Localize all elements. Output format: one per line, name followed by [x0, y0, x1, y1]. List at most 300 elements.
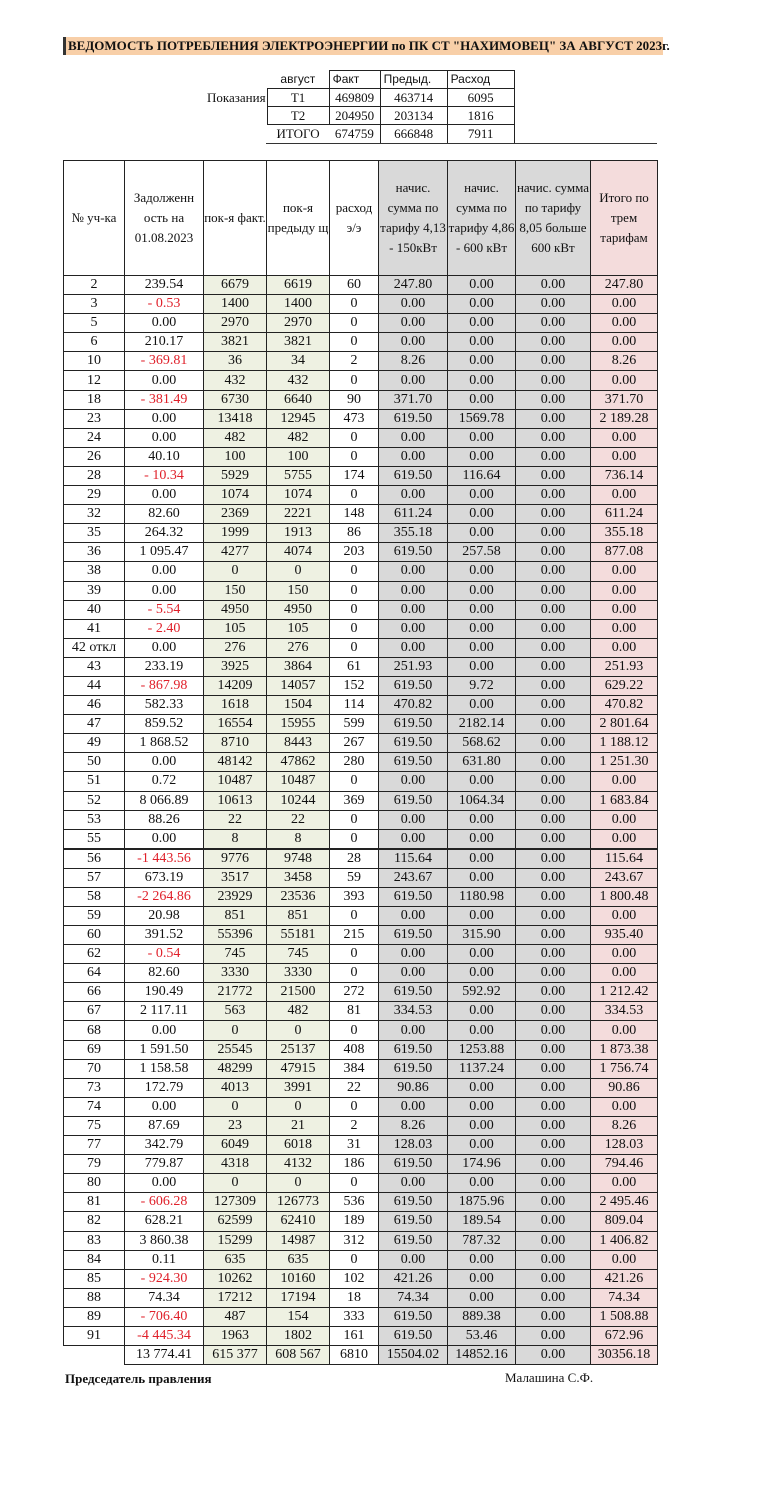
cell-plot: 62 [64, 945, 125, 964]
table-row [64, 333, 658, 352]
col-header-reading-fact: пок-я факт. [204, 161, 267, 276]
cell-tariff3: 0.00 [516, 1212, 591, 1231]
cell-reading-fact: 3330 [204, 964, 267, 983]
cell-total: 1 508.88 [591, 1307, 658, 1326]
cell-usage: 189 [330, 1212, 379, 1231]
cell-reading-fact: 10613 [204, 791, 267, 810]
cell-usage: 473 [330, 409, 379, 428]
cell-total: 0.00 [591, 906, 658, 925]
cell-debt: 87.69 [125, 1116, 204, 1135]
cell-usage: 186 [330, 1155, 379, 1174]
cell-debt: - 369.81 [125, 352, 204, 371]
cell-plot: 36 [64, 543, 125, 562]
table-header-row [64, 161, 658, 276]
cell-plot: 38 [64, 562, 125, 581]
cell-usage: 0 [330, 772, 379, 791]
cell-total: 115.64 [591, 849, 658, 869]
cell-tariff1: 0.00 [379, 371, 448, 390]
summary-usage: 6095 [447, 89, 514, 107]
cell-usage: 408 [330, 1040, 379, 1059]
table-row [64, 352, 658, 371]
cell-debt: 628.21 [125, 1212, 204, 1231]
cell-reading-fact: 6049 [204, 1136, 267, 1155]
cell-reading-fact: 4013 [204, 1078, 267, 1097]
cell-debt: 233.19 [125, 657, 204, 676]
cell-debt: 172.79 [125, 1078, 204, 1097]
cell-usage: 59 [330, 868, 379, 887]
cell-tariff2: 0.00 [448, 371, 516, 390]
table-row [64, 964, 658, 983]
table-row [64, 715, 658, 734]
cell-tariff2: 0.00 [448, 1097, 516, 1116]
table-row [64, 1078, 658, 1097]
cell-reading-fact: 2369 [204, 505, 267, 524]
cell-reading-fact: 5929 [204, 466, 267, 485]
table-row [64, 1326, 658, 1345]
cell-tariff2: 1137.24 [448, 1059, 516, 1078]
cell-total: 611.24 [591, 505, 658, 524]
cell-reading-fact: 6679 [204, 276, 267, 295]
cell-plot: 26 [64, 447, 125, 466]
cell-tariff3: 0.00 [516, 1116, 591, 1135]
cell-debt: 0.00 [125, 562, 204, 581]
cell-plot: 77 [64, 1136, 125, 1155]
cell-tariff2: 0.00 [448, 333, 516, 352]
cell-reading-prev: 1400 [267, 295, 330, 314]
cell-reading-fact: 2970 [204, 314, 267, 333]
cell-tariff2: 787.32 [448, 1231, 516, 1250]
cell-total: 1 212.42 [591, 983, 658, 1002]
cell-plot: 3 [64, 295, 125, 314]
table-row [64, 1250, 658, 1269]
cell-usage: 312 [330, 1231, 379, 1250]
cell-reading-fact: 127309 [204, 1193, 267, 1212]
cell-usage: 0 [330, 906, 379, 925]
table-row [64, 791, 658, 810]
cell-usage: 0 [330, 829, 379, 849]
cell-total: 470.82 [591, 696, 658, 715]
cell-tariff1: 0.00 [379, 1250, 448, 1269]
cell-tariff3: 0.00 [516, 1059, 591, 1078]
cell-usage: 536 [330, 1193, 379, 1212]
cell-total: 1 683.84 [591, 791, 658, 810]
cell-usage: 0 [330, 1250, 379, 1269]
cell-reading-prev: 0 [267, 1174, 330, 1193]
cell-tariff1: 247.80 [379, 276, 448, 295]
cell-tariff3: 0.00 [516, 829, 591, 849]
cell-plot: 6 [64, 333, 125, 352]
cell-tariff3: 0.00 [516, 1097, 591, 1116]
cell-reading-prev: 14987 [267, 1231, 330, 1250]
cell-tariff3: 0.00 [516, 505, 591, 524]
cell-tariff2: 0.00 [448, 276, 516, 295]
table-row [64, 1193, 658, 1212]
cell-total: 0.00 [591, 945, 658, 964]
col-header-plot: № уч-ка [64, 161, 125, 276]
cell-total: 0.00 [591, 486, 658, 505]
cell-tariff1: 0.00 [379, 964, 448, 983]
table-row [64, 868, 658, 887]
cell-tariff3: 0.00 [516, 562, 591, 581]
cell-reading-prev: 154 [267, 1307, 330, 1326]
cell-reading-fact: 22 [204, 810, 267, 829]
table-row [64, 314, 658, 333]
cell-tariff1: 90.86 [379, 1078, 448, 1097]
cell-tariff3: 0.00 [516, 1326, 591, 1345]
cell-debt: 88.26 [125, 810, 204, 829]
summary-divider [266, 143, 657, 144]
cell-usage: 148 [330, 505, 379, 524]
cell-tariff1: 74.34 [379, 1288, 448, 1307]
table-row [64, 619, 658, 638]
cell-usage: 0 [330, 295, 379, 314]
cell-debt: 210.17 [125, 333, 204, 352]
cell-debt: 82.60 [125, 505, 204, 524]
cell-debt: 1 158.58 [125, 1059, 204, 1078]
cell-plot: 67 [64, 1002, 125, 1021]
cell-tariff3: 0.00 [516, 1307, 591, 1326]
total-cell-tariff3: 0.00 [516, 1346, 591, 1365]
cell-tariff2: 0.00 [448, 1078, 516, 1097]
cell-total: 0.00 [591, 581, 658, 600]
cell-reading-prev: 2970 [267, 314, 330, 333]
cell-tariff1: 619.50 [379, 1193, 448, 1212]
cell-reading-prev: 22 [267, 810, 330, 829]
cell-debt: - 2.40 [125, 619, 204, 638]
cell-reading-prev: 4950 [267, 600, 330, 619]
cell-tariff2: 0.00 [448, 1136, 516, 1155]
cell-debt: 74.34 [125, 1288, 204, 1307]
cell-tariff2: 568.62 [448, 734, 516, 753]
cell-reading-fact: 1618 [204, 696, 267, 715]
table-row [64, 600, 658, 619]
cell-usage: 0 [330, 581, 379, 600]
cell-tariff2: 0.00 [448, 1002, 516, 1021]
cell-total: 672.96 [591, 1326, 658, 1345]
cell-reading-prev: 6018 [267, 1136, 330, 1155]
cell-plot: 75 [64, 1116, 125, 1135]
cell-reading-prev: 21 [267, 1116, 330, 1135]
cell-plot: 35 [64, 524, 125, 543]
cell-reading-prev: 23536 [267, 887, 330, 906]
total-cell-tariff1: 15504.02 [379, 1346, 448, 1365]
cell-usage: 81 [330, 1002, 379, 1021]
col-header-tariff1: начис. сумма по тарифу 4,13 - 150кВт [379, 161, 448, 276]
cell-plot: 47 [64, 715, 125, 734]
cell-tariff1: 128.03 [379, 1136, 448, 1155]
cell-usage: 0 [330, 486, 379, 505]
cell-tariff1: 115.64 [379, 849, 448, 869]
cell-tariff1: 251.93 [379, 657, 448, 676]
cell-usage: 152 [330, 676, 379, 695]
cell-total: 1 800.48 [591, 887, 658, 906]
cell-reading-fact: 1999 [204, 524, 267, 543]
cell-debt: - 0.53 [125, 295, 204, 314]
cell-tariff3: 0.00 [516, 1231, 591, 1250]
cell-tariff2: 0.00 [448, 447, 516, 466]
cell-total: 877.08 [591, 543, 658, 562]
cell-debt: 8 066.89 [125, 791, 204, 810]
cell-reading-fact: 13418 [204, 409, 267, 428]
cell-debt: 190.49 [125, 983, 204, 1002]
cell-plot: 28 [64, 466, 125, 485]
cell-reading-prev: 3330 [267, 964, 330, 983]
table-row [64, 1059, 658, 1078]
cell-usage: 0 [330, 314, 379, 333]
table-row [64, 1002, 658, 1021]
table-row [64, 906, 658, 925]
cell-usage: 90 [330, 390, 379, 409]
cell-total: 334.53 [591, 1002, 658, 1021]
cell-usage: 272 [330, 983, 379, 1002]
cell-usage: 0 [330, 638, 379, 657]
table-row [64, 945, 658, 964]
cell-debt: -4 445.34 [125, 1326, 204, 1345]
table-row [64, 1212, 658, 1231]
cell-reading-fact: 21772 [204, 983, 267, 1002]
cell-debt: - 706.40 [125, 1307, 204, 1326]
cell-tariff2: 315.90 [448, 926, 516, 945]
table-row [64, 409, 658, 428]
cell-tariff1: 0.00 [379, 638, 448, 657]
cell-tariff2: 1875.96 [448, 1193, 516, 1212]
cell-tariff3: 0.00 [516, 352, 591, 371]
cell-tariff3: 0.00 [516, 390, 591, 409]
cell-tariff2: 0.00 [448, 1174, 516, 1193]
cell-tariff2: 0.00 [448, 945, 516, 964]
cell-reading-prev: 3864 [267, 657, 330, 676]
cell-tariff2: 0.00 [448, 1116, 516, 1135]
cell-total: 736.14 [591, 466, 658, 485]
cell-usage: 0 [330, 447, 379, 466]
cell-reading-prev: 47915 [267, 1059, 330, 1078]
cell-total: 128.03 [591, 1136, 658, 1155]
cell-total: 1 873.38 [591, 1040, 658, 1059]
summary-usage: 1816 [447, 107, 514, 125]
cell-tariff3: 0.00 [516, 1021, 591, 1040]
summary-row [204, 89, 514, 107]
table-row [64, 562, 658, 581]
cell-usage: 0 [330, 371, 379, 390]
cell-plot: 84 [64, 1250, 125, 1269]
summary-prev: 666848 [380, 125, 447, 143]
cell-tariff2: 0.00 [448, 638, 516, 657]
cell-reading-fact: 62599 [204, 1212, 267, 1231]
cell-total: 74.34 [591, 1288, 658, 1307]
cell-total: 247.80 [591, 276, 658, 295]
cell-usage: 31 [330, 1136, 379, 1155]
cell-tariff3: 0.00 [516, 543, 591, 562]
cell-reading-prev: 10160 [267, 1269, 330, 1288]
cell-reading-prev: 432 [267, 371, 330, 390]
cell-reading-prev: 5755 [267, 466, 330, 485]
summary-header-usage: Расход [447, 71, 514, 89]
cell-debt: 0.11 [125, 1250, 204, 1269]
cell-plot: 44 [64, 676, 125, 695]
cell-usage: 60 [330, 276, 379, 295]
cell-total: 809.04 [591, 1212, 658, 1231]
cell-debt: 582.33 [125, 696, 204, 715]
cell-tariff3: 0.00 [516, 791, 591, 810]
table-row [64, 1040, 658, 1059]
col-header-tariff3: начис. сумма по тарифу 8,05 больше 600 кВт [516, 161, 591, 276]
cell-reading-prev: 3991 [267, 1078, 330, 1097]
cell-total: 935.40 [591, 926, 658, 945]
cell-total: 0.00 [591, 772, 658, 791]
cell-usage: 61 [330, 657, 379, 676]
cell-reading-fact: 1074 [204, 486, 267, 505]
cell-plot: 18 [64, 390, 125, 409]
cell-debt: 673.19 [125, 868, 204, 887]
cell-reading-fact: 8710 [204, 734, 267, 753]
cell-tariff2: 174.96 [448, 1155, 516, 1174]
cell-total: 251.93 [591, 657, 658, 676]
cell-reading-prev: 1504 [267, 696, 330, 715]
cell-tariff1: 355.18 [379, 524, 448, 543]
cell-reading-prev: 105 [267, 619, 330, 638]
summary-tariff-label: Т2 [267, 107, 329, 125]
cell-reading-fact: 8 [204, 829, 267, 849]
cell-usage: 114 [330, 696, 379, 715]
cell-total: 1 251.30 [591, 753, 658, 772]
table-row [64, 1155, 658, 1174]
cell-tariff1: 619.50 [379, 676, 448, 695]
table-row [64, 505, 658, 524]
cell-tariff1: 8.26 [379, 1116, 448, 1135]
cell-plot: 32 [64, 505, 125, 524]
cell-total: 0.00 [591, 1174, 658, 1193]
cell-reading-prev: 3458 [267, 868, 330, 887]
cell-total: 2 495.46 [591, 1193, 658, 1212]
cell-reading-fact: 0 [204, 1097, 267, 1116]
cell-reading-fact: 0 [204, 1174, 267, 1193]
cell-tariff3: 0.00 [516, 1078, 591, 1097]
cell-reading-fact: 0 [204, 562, 267, 581]
cell-tariff3: 0.00 [516, 447, 591, 466]
cell-reading-fact: 25545 [204, 1040, 267, 1059]
cell-plot: 73 [64, 1078, 125, 1097]
cell-tariff2: 0.00 [448, 352, 516, 371]
cell-tariff3: 0.00 [516, 371, 591, 390]
table-row [64, 849, 658, 869]
cell-tariff3: 0.00 [516, 964, 591, 983]
cell-plot: 89 [64, 1307, 125, 1326]
cell-tariff1: 0.00 [379, 581, 448, 600]
cell-tariff3: 0.00 [516, 466, 591, 485]
table-row [64, 1307, 658, 1326]
cell-reading-fact: 1400 [204, 295, 267, 314]
table-row [64, 524, 658, 543]
cell-debt: - 0.54 [125, 945, 204, 964]
cell-plot: 80 [64, 1174, 125, 1193]
cell-usage: 0 [330, 964, 379, 983]
summary-row [204, 107, 514, 125]
cell-usage: 161 [330, 1326, 379, 1345]
cell-tariff2: 0.00 [448, 772, 516, 791]
cell-usage: 215 [330, 926, 379, 945]
cell-tariff3: 0.00 [516, 906, 591, 925]
cell-total: 0.00 [591, 1021, 658, 1040]
col-header-tariff2: начис. сумма по тарифу 4,86 - 600 кВт [448, 161, 516, 276]
cell-debt: 0.00 [125, 428, 204, 447]
cell-total: 0.00 [591, 314, 658, 333]
cell-tariff2: 1569.78 [448, 409, 516, 428]
cell-debt: 779.87 [125, 1155, 204, 1174]
cell-debt: 40.10 [125, 447, 204, 466]
cell-usage: 599 [330, 715, 379, 734]
cell-debt: 82.60 [125, 964, 204, 983]
cell-reading-prev: 14057 [267, 676, 330, 695]
cell-reading-prev: 1074 [267, 486, 330, 505]
cell-reading-prev: 6619 [267, 276, 330, 295]
cell-tariff3: 0.00 [516, 1288, 591, 1307]
cell-tariff1: 619.50 [379, 983, 448, 1002]
cell-usage: 203 [330, 543, 379, 562]
cell-usage: 0 [330, 1021, 379, 1040]
table-row [64, 371, 658, 390]
cell-total: 1 188.12 [591, 734, 658, 753]
cell-debt: 342.79 [125, 1136, 204, 1155]
table-row [64, 486, 658, 505]
cell-reading-fact: 0 [204, 1021, 267, 1040]
cell-plot: 74 [64, 1097, 125, 1116]
cell-total: 0.00 [591, 829, 658, 849]
cell-total: 0.00 [591, 810, 658, 829]
cell-debt: 3 860.38 [125, 1231, 204, 1250]
cell-total: 0.00 [591, 619, 658, 638]
cell-tariff3: 0.00 [516, 810, 591, 829]
cell-reading-fact: 563 [204, 1002, 267, 1021]
cell-plot: 59 [64, 906, 125, 925]
cell-tariff3: 0.00 [516, 1155, 591, 1174]
cell-plot: 12 [64, 371, 125, 390]
cell-usage: 0 [330, 562, 379, 581]
cell-debt: - 5.54 [125, 600, 204, 619]
cell-plot: 39 [64, 581, 125, 600]
cell-tariff2: 1064.34 [448, 791, 516, 810]
cell-debt: 0.00 [125, 1021, 204, 1040]
cell-usage: 280 [330, 753, 379, 772]
cell-usage: 18 [330, 1288, 379, 1307]
cell-plot: 69 [64, 1040, 125, 1059]
cell-tariff3: 0.00 [516, 753, 591, 772]
cell-reading-fact: 9776 [204, 849, 267, 869]
cell-tariff2: 2182.14 [448, 715, 516, 734]
cell-tariff3: 0.00 [516, 1269, 591, 1288]
cell-tariff1: 619.50 [379, 1059, 448, 1078]
cell-tariff1: 334.53 [379, 1002, 448, 1021]
cell-usage: 0 [330, 1097, 379, 1116]
cell-debt: 391.52 [125, 926, 204, 945]
cell-reading-prev: 100 [267, 447, 330, 466]
cell-reading-fact: 100 [204, 447, 267, 466]
table-row [64, 657, 658, 676]
summary-header-row [204, 71, 514, 89]
cell-tariff3: 0.00 [516, 676, 591, 695]
table-row [64, 1231, 658, 1250]
cell-tariff3: 0.00 [516, 926, 591, 945]
cell-reading-fact: 14209 [204, 676, 267, 695]
table-row [64, 753, 658, 772]
cell-tariff1: 0.00 [379, 486, 448, 505]
cell-tariff2: 0.00 [448, 868, 516, 887]
cell-tariff1: 619.50 [379, 734, 448, 753]
table-row [64, 447, 658, 466]
table-row [64, 581, 658, 600]
table-row [64, 676, 658, 695]
cell-tariff3: 0.00 [516, 868, 591, 887]
cell-debt: 0.00 [125, 581, 204, 600]
